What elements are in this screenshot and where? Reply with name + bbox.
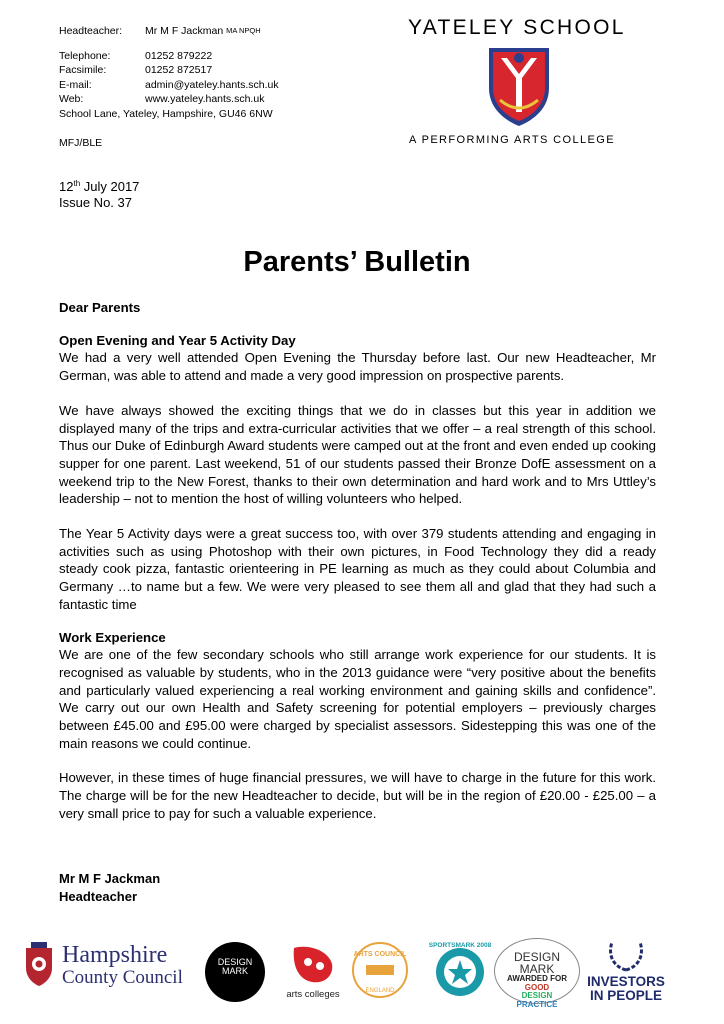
- issue-number: Issue No. 37: [59, 195, 132, 210]
- hampshire-logo: [22, 942, 183, 988]
- headteacher-label: Headteacher:: [59, 25, 123, 37]
- letter-date: 12th July 2017: [59, 179, 140, 194]
- telephone-value: 01252 879222: [145, 49, 213, 62]
- design-mark-black-logo: [205, 942, 265, 1002]
- laurel-wreath-icon: [606, 938, 646, 972]
- telephone-label: Telephone:: [59, 49, 111, 62]
- arts-council-top: ARTS COUNCIL: [353, 951, 407, 958]
- school-name: YATELEY SCHOOL: [408, 16, 626, 39]
- web-link[interactable]: www.yateley.hants.sch.uk: [145, 93, 265, 105]
- design-mark2-line3: AWARDED FOR: [507, 974, 567, 983]
- date-block: [59, 176, 139, 211]
- hampshire-line2: County Council: [62, 966, 183, 988]
- arts-council-logo: [350, 940, 410, 1000]
- headteacher-quals: MA NPQH: [226, 26, 261, 35]
- headteacher-name: Mr M F Jackman: [145, 25, 224, 37]
- footer-logos: [0, 930, 724, 1024]
- section-heading-work-experience: Work Experience: [59, 629, 166, 645]
- email-row: [59, 78, 279, 93]
- paragraph: We have always showed the exciting things that we do in classes but this year in addition we displayed many of the trips and extra-curricular activities that we offer – a real strength of this school. Thus our Duke of Edinburgh Award students were camped out at the front and even ended up cooking supper for one parent. Last weekend, 51 of our students passed their Bronze DofE assessment on a weekend trip to the New Forest, thanks to their own determination and hard work and to Mrs Uttley’s leadership – not to mention the host of willing volunteers who helped.: [59, 402, 656, 507]
- signature-block: [59, 870, 160, 906]
- design-mark2-line4: GOOD: [524, 982, 550, 992]
- fax-label: Facsimile:: [59, 64, 107, 76]
- fax-row: [59, 63, 279, 78]
- arts-colleges-text: arts colleges: [286, 989, 340, 1000]
- investors-in-people-logo: [586, 938, 666, 1003]
- fax-value: 01252 872517: [145, 64, 213, 76]
- design-mark2-line5: DESIGN: [521, 991, 553, 1000]
- arts-council-bottom: ENGLAND: [365, 988, 395, 994]
- iip-line1: INVESTORS: [587, 974, 665, 989]
- iip-line2: IN PEOPLE: [589, 988, 662, 1003]
- design-mark-line1: DESIGN: [217, 957, 253, 967]
- paragraph: We are one of the few secondary schools who still arrange work experience for our students. It is recognised as valuable by students, who in the 2013 guidance were “very positive about the benefits and particularly valued experiencing a real working environment and gaining skills and confidence”. We carry out our own Health and Safety screening for potential employers – previously charges between £45.00 and £95.00 were charged by specialist assessors. Sidestepping this was one of the main reasons we could continue.: [59, 647, 656, 751]
- design-mark-line2: MARK: [221, 966, 248, 976]
- school-crest-logo: [486, 44, 552, 128]
- letter-body: [59, 299, 656, 823]
- signature-title: Headteacher: [59, 889, 138, 904]
- address: School Lane, Yateley, Hampshire, GU46 6NW: [59, 107, 273, 120]
- email-link[interactable]: admin@yateley.hants.sch.uk: [145, 78, 279, 91]
- sportsmark-text: SPORTSMARK 2008: [428, 942, 492, 949]
- design-mark-white-logo: [494, 938, 580, 1009]
- reference: MFJ/BLE: [59, 137, 103, 149]
- headteacher-row: [59, 24, 279, 39]
- web-row: [59, 92, 279, 107]
- section-heading-open-evening: Open Evening and Year 5 Activity Day: [59, 332, 296, 348]
- page-title: Parents’ Bulletin: [243, 246, 471, 278]
- hampshire-line1: Hampshire: [62, 941, 168, 968]
- signature-name: Mr M F Jackman: [59, 871, 161, 886]
- college-tagline: A PERFORMING ARTS COLLEGE: [409, 134, 615, 146]
- paragraph: The Year 5 Activity days were a great success too, with over 379 students attending and engaging in activities such as using Photoshop with their own pictures, in Food Technology they did a ready steady cook pizza, fantastic orienteering in PE learning as much as they could about Columbia and Germany …to name but a few. We were very pleased to see them all and glad that they had such a fantastic time: [59, 526, 656, 612]
- paragraph: However, in these times of huge financial pressures, we will have to charge in the future for this work. The charge will be for the new Headteacher to decide, but will be in the region of £20.00 - £25.00 – a very small price to pay for such a valuable experience.: [59, 770, 656, 821]
- contact-block: [59, 24, 279, 121]
- design-mark2-line2: MARK: [519, 962, 555, 976]
- arts-colleges-logo: [280, 942, 346, 1000]
- design-mark2-line6: PRACTICE: [516, 999, 558, 1009]
- paragraph: We had a very well attended Open Evening the Thursday before last. Our new Headteacher, Mr German, was able to attend and made a very good impression on prospective parents.: [59, 350, 656, 384]
- arts-mask-icon: [288, 942, 338, 986]
- salutation: Dear Parents: [59, 300, 141, 315]
- sportsmark-logo: [428, 938, 492, 1002]
- web-label: Web:: [59, 93, 84, 105]
- telephone-row: [59, 49, 279, 64]
- design-mark2-line1: DESIGN: [513, 950, 560, 964]
- email-label: E-mail:: [59, 78, 92, 91]
- hampshire-crest-icon: [22, 942, 56, 988]
